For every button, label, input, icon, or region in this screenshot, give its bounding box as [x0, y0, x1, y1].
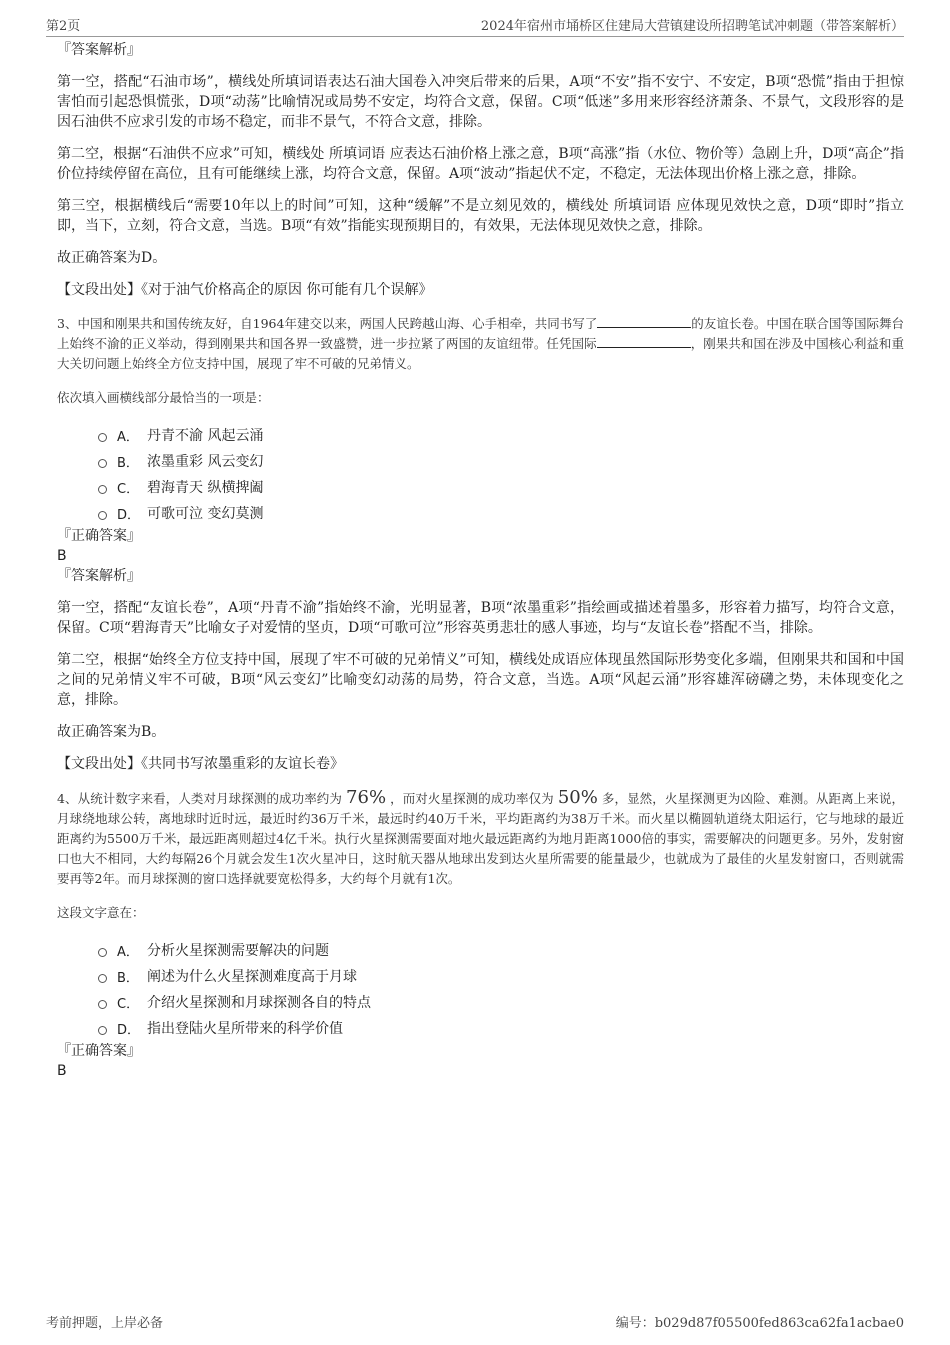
analysis-conclusion: 故正确答案为D。 [57, 250, 167, 266]
option-b[interactable]: B． 阐述为什么火星探测难度高于月球 [98, 963, 904, 989]
option-c[interactable]: C． 碧海青天 纵横捭阖 [98, 474, 904, 500]
radio-icon[interactable] [98, 485, 107, 494]
question-4-options [46, 937, 904, 1041]
correct-answer: B [57, 548, 67, 564]
correct-answer: B [57, 1063, 67, 1079]
radio-icon[interactable] [98, 433, 107, 442]
analysis-paragraph-3: 第三空，根据横线后“需要10年以上的时间”可知，这种“缓解”不是立刻见效的，横线处 所填词语 应体现见效快之意，D项“即时”指立即，当下，立刻，符合文意，当选。B项“有效”指能实现预期目的，有效果，无法体现见效快之意，排除。 [57, 198, 904, 234]
radio-icon[interactable] [98, 459, 107, 468]
correct-answer-tag: 『正确答案』 [57, 1043, 141, 1059]
fill-blank [597, 315, 691, 328]
passage-source: 【文段出处】《对于油气价格高企的原因 你可能有几个误解》 [57, 282, 433, 298]
option-a[interactable]: A． 丹青不渝 风起云涌 [98, 422, 904, 448]
radio-icon[interactable] [98, 1000, 107, 1009]
option-c[interactable]: C． 介绍火星探测和月球探测各自的特点 [98, 989, 904, 1015]
page-number: 第2页 [46, 19, 81, 34]
page-content [46, 40, 904, 1081]
fill-blank [597, 335, 691, 348]
question-4-stem: 4、从统计数字来看，人类对月球探测的成功率约为 76% ，而对火星探测的成功率仅为 50% 多，显然，火星探测更为凶险、难测。从距离上来说，月球绕地球公转，离地球时近时远，最近时约36万千米，最远时约40万千米，平均距离约为38万千米。而火星以椭圆轨道绕太阳运行，它与地球的最近距离约为5500万千米，最远距离则超过4亿千米。执行火星探测需要面对地火最远距离约为地月距离1000倍的事实，需要解决的问题更多。另外，发射窗口也大不相同，大约每隔26个月就会发生1次火星冲日，这时航天器从地球出发到达火星所需要的能量最少，也就成为了最佳的火星发射窗口，否则就需要再等2年。而月球探测的窗口选择就要宽松得多，大约每个月就有1次。 [57, 787, 904, 886]
option-d[interactable]: D． 可歌可泣 变幻莫测 [98, 500, 904, 526]
analysis-paragraph-2: 第二空，根据“始终全方位支持中国，展现了牢不可破的兄弟情义”可知，横线处成语应体现虽然国际形势变化多端，但刚果共和国和中国之间的兄弟情义牢不可破，B项“风云变幻”比喻变幻动荡的局势，符合文意，当选。A项“风起云涌”形容雄浑磅礴之势，未体现变化之意，排除。 [57, 652, 904, 708]
radio-icon[interactable] [98, 511, 107, 520]
radio-icon[interactable] [98, 1026, 107, 1035]
analysis-paragraph-1: 第一空，搭配“友谊长卷”，A项“丹青不渝”指始终不渝，光明显著，B项“浓墨重彩”指绘画或描述着墨多，形容着力描写，均符合文意，保留。C项“碧海青天”比喻女子对爱情的坚贞，D项“可歌可泣”形容英勇悲壮的感人事迹，均与“友谊长卷”搭配不当，排除。 [57, 600, 904, 636]
option-b[interactable]: B． 浓墨重彩 风云变幻 [98, 448, 904, 474]
correct-answer-tag: 『正确答案』 [57, 528, 141, 544]
analysis-paragraph-1: 第一空，搭配“石油市场”，横线处所填词语表达石油大国卷入冲突后带来的后果，A项“不安”指不安宁、不安定，B项“恐慌”指由于担惊害怕而引起恐惧慌张，D项“动荡”比喻情况或局势不安定，均符合文意，保留。C项“低迷”多用来形容经济萧条、不景气，文段形容的是因石油供不应求引发的市场不稳定，而非不景气，不符合文意，排除。 [57, 74, 904, 130]
percent-value: 50% [557, 787, 598, 808]
analysis-conclusion: 故正确答案为B。 [57, 724, 166, 740]
radio-icon[interactable] [98, 974, 107, 983]
option-a[interactable]: A． 分析火星探测需要解决的问题 [98, 937, 904, 963]
footer-slogan: 考前押题，上岸必备 [46, 1316, 164, 1331]
analysis-tag: 『答案解析』 [57, 42, 141, 58]
analysis-tag: 『答案解析』 [57, 568, 141, 584]
page-footer [46, 1312, 904, 1331]
radio-icon[interactable] [98, 948, 107, 957]
document-id: 编号：b029d87f05500fed863ca62fa1acbae0 [615, 1316, 904, 1331]
question-3-stem: 3、中国和刚果共和国传统友好，自1964年建交以来，两国人民跨越山海、心手相牵，共同书写了 的友谊长卷。中国在联合国等国际舞台上始终不渝的正义举动，得到刚果共和国各界一致盛赞，进一步拉紧了两国的友谊纽带。任凭国际 ，刚果共和国在涉及中国核心利益和重大关切问题上始终全方位支持中国，展现了牢不可破的兄弟情义。 [57, 316, 904, 371]
passage-source: 【文段出处】《共同书写浓墨重彩的友谊长卷》 [57, 756, 344, 772]
q3-analysis [46, 566, 904, 774]
question-3-options [46, 422, 904, 526]
question-3-prompt: 依次填入画横线部分最恰当的一项是： [57, 390, 270, 405]
percent-value: 76% [346, 787, 387, 808]
q2-analysis [46, 40, 904, 300]
analysis-paragraph-2: 第二空，根据“石油供不应求”可知，横线处 所填词语 应表达石油价格上涨之意，B项“高涨”指（水位、物价等）急剧上升，D项“高企”指价位持续停留在高位，且有可能继续上涨，均符合文意，保留。A项“波动”指起伏不定，不稳定，无法体现出价格上涨之意，排除。 [57, 146, 904, 182]
option-d[interactable]: D． 指出登陆火星所带来的科学价值 [98, 1015, 904, 1041]
question-4-prompt: 这段文字意在： [57, 905, 145, 920]
document-title: 2024年宿州市埇桥区住建局大营镇建设所招聘笔试冲刺题（带答案解析） [480, 19, 904, 34]
page-header [46, 14, 904, 37]
